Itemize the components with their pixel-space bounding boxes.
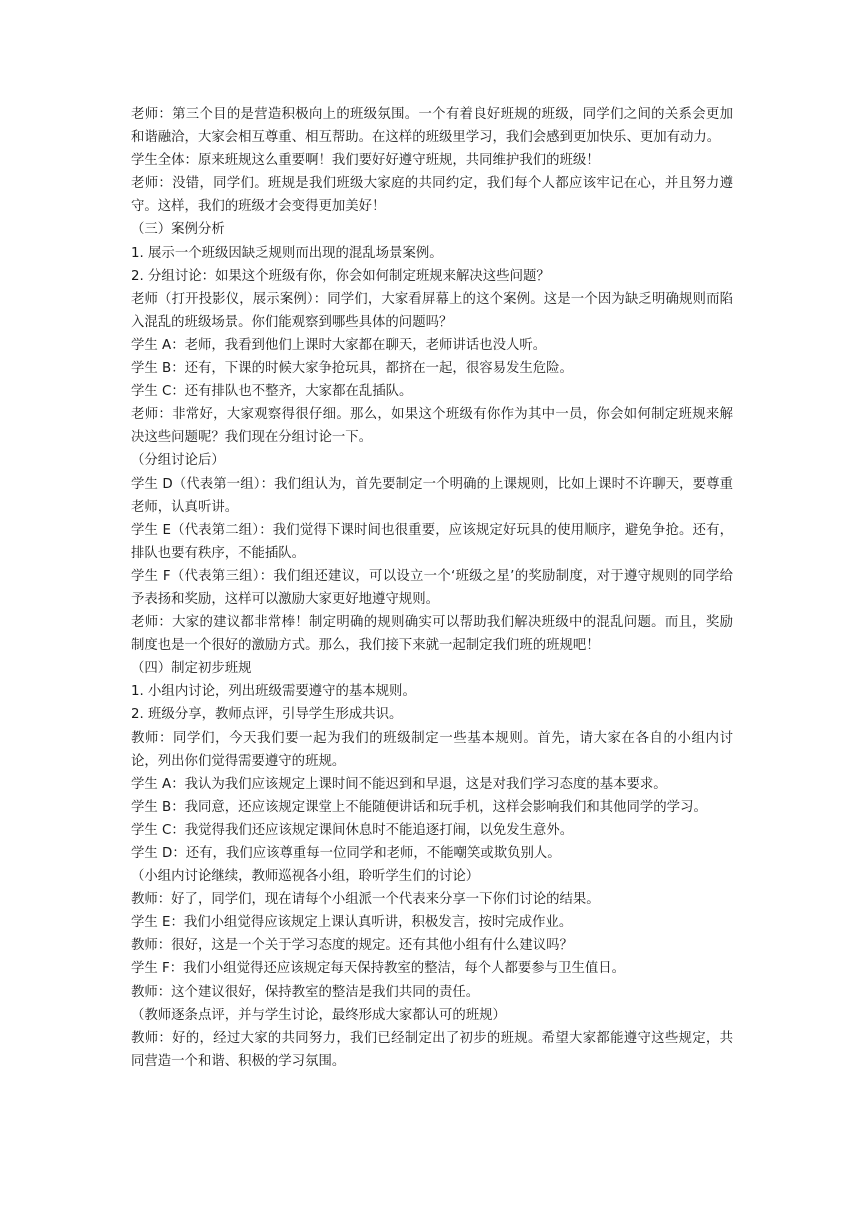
paragraph: 学生 A：我认为我们应该规定上课时间不能迟到和早退，这是对我们学习态度的基本要求。 <box>131 776 667 792</box>
paragraph: 老师：非常好，大家观察得很仔细。那么，如果这个班级有你作为其中一员，你会如何制定班规来解决这些问题呢？我们现在分组讨论一下。 <box>131 407 733 446</box>
paragraph: 学生 B：我同意，还应该规定课堂上不能随便讲话和玩手机，这样会影响我们和其他同学的学习。 <box>131 799 707 815</box>
section-heading: （四）制定初步班规 <box>131 661 252 677</box>
list-item: 1. 展示一个班级因缺乏规则而出现的混乱场景案例。 <box>131 245 443 261</box>
paragraph: 教师：同学们，今天我们要一起为我们的班级制定一些基本规则。首先，请大家在各自的小组内讨论，列出你们觉得需要遵守的班规。 <box>131 730 733 769</box>
paragraph: 教师：很好，这是一个关于学习态度的规定。还有其他小组有什么建议吗？ <box>131 938 573 954</box>
paragraph: 学生 F（代表第三组）：我们组还建议，可以设立一个‘班级之星’的奖励制度，对于遵守规则的同学给予表扬和奖励，这样可以激励大家更好地遵守规则。 <box>131 568 733 607</box>
paragraph: 老师（打开投影仪，展示案例）：同学们，大家看屏幕上的这个案例。这是一个因为缺乏明确规则而陷入混乱的班级场景。你们能观察到哪些具体的问题吗？ <box>131 291 733 330</box>
paragraph: 老师：没错，同学们。班规是我们班级大家庭的共同约定，我们每个人都应该牢记在心，并且努力遵守。这样，我们的班级才会变得更加美好！ <box>131 176 733 215</box>
paragraph: 教师：好了，同学们，现在请每个小组派一个代表来分享一下你们讨论的结果。 <box>131 892 600 908</box>
paragraph: 学生 E（代表第二组）：我们觉得下课时间也很重要，应该规定好玩具的使用顺序，避免争抢。还有，排队也要有秩序，不能插队。 <box>131 522 733 561</box>
document-page <box>131 103 733 1073</box>
paragraph: 学生 C：我觉得我们还应该规定课间休息时不能追逐打闹，以免发生意外。 <box>131 822 574 838</box>
stage-direction: （分组讨论后） <box>131 453 225 469</box>
paragraph: 学生 D（代表第一组）：我们组认为，首先要制定一个明确的上课规则，比如上课时不许聊天，要尊重老师，认真听讲。 <box>131 476 733 515</box>
stage-direction: （小组内讨论继续，教师巡视各小组，聆听学生们的讨论） <box>131 869 480 885</box>
paragraph: 教师：好的，经过大家的共同努力，我们已经制定出了初步的班规。希望大家都能遵守这些规定，共同营造一个和谐、积极的学习氛围。 <box>131 1030 733 1069</box>
paragraph: 学生 B：还有，下课的时候大家争抢玩具，都挤在一起，很容易发生危险。 <box>131 361 573 377</box>
paragraph: 学生 D：还有，我们应该尊重每一位同学和老师，不能嘲笑或欺负别人。 <box>131 846 561 861</box>
list-item: 1. 小组内讨论，列出班级需要遵守的基本规则。 <box>131 684 416 700</box>
paragraph: 学生 F：我们小组觉得还应该规定每天保持教室的整洁，每个人都要参与卫生值日。 <box>131 961 626 977</box>
stage-direction: （教师逐条点评，并与学生讨论，最终形成大家都认可的班规） <box>131 1007 506 1023</box>
section-heading: （三）案例分析 <box>131 222 225 238</box>
paragraph: 老师：大家的建议都非常棒！制定明确的规则确实可以帮助我们解决班级中的混乱问题。而且，奖励制度也是一个很好的激励方式。那么，我们接下来就一起制定我们班的班规吧！ <box>131 615 733 654</box>
list-item: 2. 班级分享，教师点评，引导学生形成共识。 <box>131 707 403 723</box>
paragraph: 学生 A：老师，我看到他们上课时大家都在聊天，老师讲话也没人听。 <box>131 337 547 353</box>
paragraph: 学生全体：原来班规这么重要啊！我们要好好遵守班规，共同维护我们的班级！ <box>131 153 600 169</box>
paragraph: 教师：这个建议很好，保持教室的整洁是我们共同的责任。 <box>131 984 480 1000</box>
paragraph: 学生 E：我们小组觉得应该规定上课认真听讲，积极发言，按时完成作业。 <box>131 915 573 931</box>
paragraph: 老师：第三个目的是营造积极向上的班级氛围。一个有着良好班规的班级，同学们之间的关系会更加和谐融洽，大家会相互尊重、相互帮助。在这样的班级里学习，我们会感到更加快乐、更加有动力。 <box>131 107 733 146</box>
list-item: 2. 分组讨论：如果这个班级有你，你会如何制定班规来解决这些问题？ <box>131 268 550 284</box>
paragraph: 学生 C：还有排队也不整齐，大家都在乱插队。 <box>131 384 413 400</box>
